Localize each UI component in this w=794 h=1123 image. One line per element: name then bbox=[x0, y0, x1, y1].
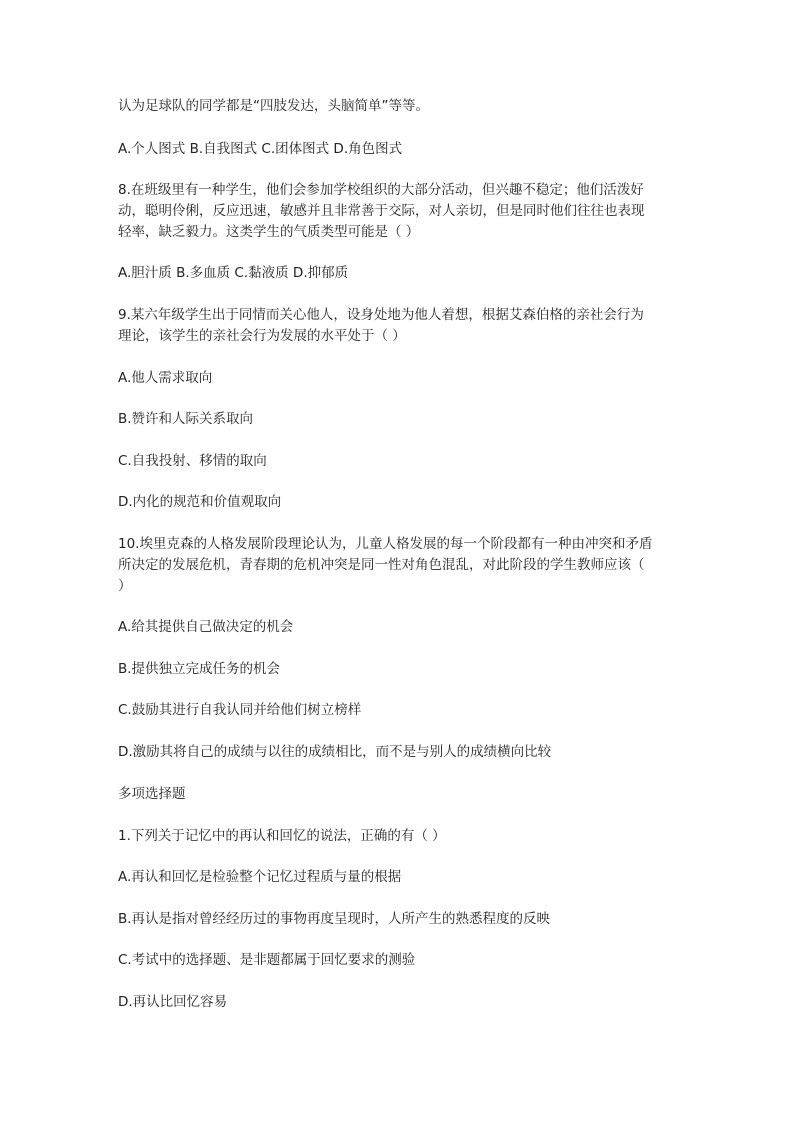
m1-option-c: C.考试中的选择题、是非题都属于回忆要求的测验 bbox=[118, 952, 416, 968]
section-heading-multi-choice: 多项选择题 bbox=[118, 786, 186, 802]
intro-tail-text: 认为足球队的同学都是“四肢发达，头脑简单”等等。 bbox=[118, 98, 429, 114]
q9-option-a: A.他人需求取向 bbox=[118, 370, 213, 386]
q10-option-a: A.给其提供自己做决定的机会 bbox=[118, 619, 294, 635]
q10-line-2: 所决定的发展危机，青春期的危机冲突是同一性对角色混乱，对此阶段的学生教师应该（ bbox=[118, 557, 645, 573]
q8-line-2: 动，聪明伶俐，反应迅速，敏感并且非常善于交际，对人亲切，但是同时他们往往也表现 bbox=[118, 203, 645, 219]
q8-line-1: 8.在班级里有一种学生，他们会参加学校组织的大部分活动，但兴趣不稳定；他们活泼好 bbox=[118, 182, 644, 198]
q7-options: A.个人图式 B.自我图式 C.团体图式 D.角色图式 bbox=[118, 141, 403, 157]
q10-option-c: C.鼓励其进行自我认同并给他们树立榜样 bbox=[118, 702, 362, 718]
q8-line-3: 轻率，缺乏毅力。这类学生的气质类型可能是（ ） bbox=[118, 224, 420, 240]
m1-option-d: D.再认比回忆容易 bbox=[118, 994, 228, 1010]
q10-option-d: D.激励其将自己的成绩与以往的成绩相比，而不是与别人的成绩横向比较 bbox=[118, 744, 552, 760]
m1-question: 1.下列关于记忆中的再认和回忆的说法，正确的有（ ） bbox=[118, 828, 446, 844]
q9-option-d: D.内化的规范和价值观取向 bbox=[118, 494, 282, 510]
q9-option-b: B.赞许和人际关系取向 bbox=[118, 411, 254, 427]
q10-line-1: 10.埃里克森的人格发展阶段理论认为，儿童人格发展的每一个阶段都有一种由冲突和矛盾 bbox=[118, 536, 653, 552]
q9-line-1: 9.某六年级学生出于同情而关心他人，设身处地为他人着想，根据艾森伯格的亲社会行为 bbox=[118, 307, 644, 323]
m1-option-a: A.再认和回忆是检验整个记忆过程质与量的根据 bbox=[118, 869, 402, 885]
q10-line-3: ） bbox=[118, 578, 132, 594]
m1-option-b: B.再认是指对曾经经历过的事物再度呈现时，人所产生的熟悉程度的反映 bbox=[118, 911, 551, 927]
q10-option-b: B.提供独立完成任务的机会 bbox=[118, 661, 281, 677]
q9-option-c: C.自我投射、移情的取向 bbox=[118, 453, 267, 469]
q9-line-2: 理论，该学生的亲社会行为发展的水平处于（ ） bbox=[118, 328, 406, 344]
q8-options: A.胆汁质 B.多血质 C.黏液质 D.抑郁质 bbox=[118, 265, 349, 281]
